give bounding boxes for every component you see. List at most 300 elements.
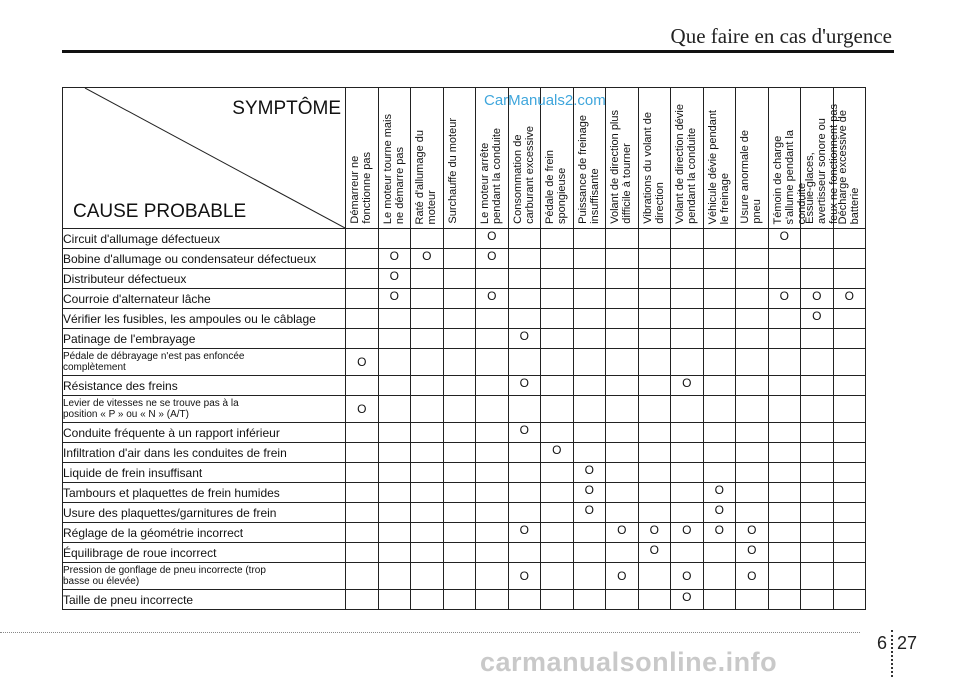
empty-cell <box>833 329 866 349</box>
empty-cell <box>378 329 411 349</box>
empty-cell <box>703 396 736 423</box>
empty-cell <box>768 396 801 423</box>
empty-cell <box>443 289 476 309</box>
cause-mark: O <box>508 329 541 349</box>
empty-cell <box>411 349 444 376</box>
empty-cell <box>541 503 574 523</box>
empty-cell <box>476 563 509 590</box>
symptom-label: Volant de direction plus difficile à tourner <box>609 110 633 224</box>
empty-cell <box>833 590 866 610</box>
symptom-label: Essuie-glaces, avertisseur sonore ou feux ne fonctionnent pas <box>804 104 840 224</box>
table-row <box>63 289 866 309</box>
symptom-label: Consommation de carburant excessive <box>511 126 536 224</box>
symptom-column-header <box>703 88 736 229</box>
footer-dotted-rule <box>0 632 860 633</box>
empty-cell <box>541 543 574 563</box>
cause-mark: O <box>638 523 671 543</box>
empty-cell <box>508 289 541 309</box>
cause-mark: O <box>703 483 736 503</box>
empty-cell <box>833 523 866 543</box>
empty-cell <box>768 423 801 443</box>
cause-label: Tambours et plaquettes de frein humides <box>63 483 346 503</box>
empty-cell <box>573 396 606 423</box>
empty-cell <box>573 329 606 349</box>
cause-mark: O <box>573 483 606 503</box>
table-row <box>63 463 866 483</box>
empty-cell <box>378 543 411 563</box>
empty-cell <box>801 423 834 443</box>
empty-cell <box>736 249 769 269</box>
empty-cell <box>508 349 541 376</box>
cause-label: Taille de pneu incorrecte <box>63 590 346 610</box>
empty-cell <box>541 309 574 329</box>
empty-cell <box>346 503 379 523</box>
cause-mark: O <box>671 523 704 543</box>
empty-cell <box>736 483 769 503</box>
table-header-row <box>63 88 866 229</box>
table-body <box>63 229 866 610</box>
empty-cell <box>833 376 866 396</box>
empty-cell <box>443 229 476 249</box>
cause-label: Courroie d'alternateur lâche <box>63 289 346 309</box>
empty-cell <box>768 523 801 543</box>
empty-cell <box>508 229 541 249</box>
symptom-label: Le moteur arrête pendant la conduite <box>479 127 503 224</box>
page-section-title: Que faire en cas d'urgence <box>670 24 892 48</box>
empty-cell <box>833 463 866 483</box>
symptom-column-header <box>801 88 840 229</box>
empty-cell <box>703 309 736 329</box>
empty-cell <box>573 376 606 396</box>
empty-cell <box>346 309 379 329</box>
empty-cell <box>508 590 541 610</box>
empty-cell <box>833 309 866 329</box>
empty-cell <box>671 329 704 349</box>
empty-cell <box>606 483 639 503</box>
empty-cell <box>801 543 834 563</box>
cause-label: Réglage de la géométrie incorrect <box>63 523 346 543</box>
empty-cell <box>736 396 769 423</box>
empty-cell <box>476 503 509 523</box>
empty-cell <box>411 329 444 349</box>
empty-cell <box>606 329 639 349</box>
empty-cell <box>638 463 671 483</box>
table-row <box>63 443 866 463</box>
cause-mark: O <box>378 249 411 269</box>
empty-cell <box>833 503 866 523</box>
empty-cell <box>378 483 411 503</box>
cause-label: Distributeur défectueux <box>63 269 346 289</box>
empty-cell <box>703 543 736 563</box>
empty-cell <box>378 376 411 396</box>
empty-cell <box>346 463 379 483</box>
empty-cell <box>736 423 769 443</box>
empty-cell <box>573 289 606 309</box>
empty-cell <box>411 396 444 423</box>
table-row <box>63 349 866 376</box>
empty-cell <box>833 249 866 269</box>
table-corner-cell <box>63 88 346 229</box>
cause-label: Pédale de débrayage n'est pas enfoncée complètement <box>63 349 346 376</box>
cause-mark: O <box>801 309 834 329</box>
empty-cell <box>508 503 541 523</box>
empty-cell <box>508 249 541 269</box>
cause-mark: O <box>638 543 671 563</box>
empty-cell <box>638 503 671 523</box>
empty-cell <box>671 349 704 376</box>
empty-cell <box>768 269 801 289</box>
empty-cell <box>573 349 606 376</box>
empty-cell <box>671 443 704 463</box>
empty-cell <box>346 249 379 269</box>
empty-cell <box>541 229 574 249</box>
empty-cell <box>768 443 801 463</box>
empty-cell <box>801 563 834 590</box>
empty-cell <box>411 269 444 289</box>
empty-cell <box>573 249 606 269</box>
empty-cell <box>378 590 411 610</box>
table-row <box>63 376 866 396</box>
empty-cell <box>508 463 541 483</box>
empty-cell <box>703 229 736 249</box>
empty-cell <box>573 309 606 329</box>
empty-cell <box>346 329 379 349</box>
empty-cell <box>476 396 509 423</box>
empty-cell <box>541 563 574 590</box>
cause-label: Vérifier les fusibles, les ampoules ou le câblage <box>63 309 346 329</box>
empty-cell <box>768 503 801 523</box>
cause-label: Levier de vitesses ne se trouve pas à la position « P » ou « N » (A/T) <box>63 396 346 423</box>
empty-cell <box>476 349 509 376</box>
empty-cell <box>476 443 509 463</box>
symptom-column-header <box>346 88 379 229</box>
empty-cell <box>736 443 769 463</box>
empty-cell <box>541 349 574 376</box>
empty-cell <box>801 376 834 396</box>
empty-cell <box>833 349 866 376</box>
empty-cell <box>411 376 444 396</box>
empty-cell <box>833 563 866 590</box>
cause-mark: O <box>736 523 769 543</box>
empty-cell <box>476 329 509 349</box>
empty-cell <box>638 349 671 376</box>
cause-mark: O <box>736 563 769 590</box>
cause-mark: O <box>378 269 411 289</box>
cause-mark: O <box>768 229 801 249</box>
empty-cell <box>768 376 801 396</box>
empty-cell <box>703 376 736 396</box>
empty-cell <box>476 483 509 503</box>
empty-cell <box>443 329 476 349</box>
empty-cell <box>801 590 834 610</box>
empty-cell <box>541 483 574 503</box>
empty-cell <box>768 329 801 349</box>
empty-cell <box>801 443 834 463</box>
empty-cell <box>801 396 834 423</box>
empty-cell <box>671 309 704 329</box>
empty-cell <box>541 423 574 443</box>
cause-label: Bobine d'allumage ou condensateur défectueux <box>63 249 346 269</box>
header-rule <box>62 50 894 53</box>
empty-cell <box>671 503 704 523</box>
cause-mark: O <box>508 423 541 443</box>
empty-cell <box>606 503 639 523</box>
empty-cell <box>833 483 866 503</box>
empty-cell <box>703 249 736 269</box>
cause-mark: O <box>476 249 509 269</box>
empty-cell <box>801 349 834 376</box>
empty-cell <box>638 443 671 463</box>
cause-mark: O <box>736 543 769 563</box>
cause-mark: O <box>476 289 509 309</box>
symptom-label: Véhicule dévie pendant le freinage <box>706 109 731 224</box>
empty-cell <box>573 563 606 590</box>
symptom-label: Le moteur tourne mais ne démarre pas <box>381 113 406 224</box>
chapter-number: 6 <box>877 633 888 653</box>
empty-cell <box>638 329 671 349</box>
cause-mark: O <box>833 289 866 309</box>
empty-cell <box>736 590 769 610</box>
empty-cell <box>703 423 736 443</box>
empty-cell <box>833 396 866 423</box>
cause-mark: O <box>508 376 541 396</box>
empty-cell <box>378 423 411 443</box>
empty-cell <box>638 269 671 289</box>
empty-cell <box>443 249 476 269</box>
empty-cell <box>671 289 704 309</box>
empty-cell <box>541 269 574 289</box>
empty-cell <box>638 590 671 610</box>
table-row <box>63 329 866 349</box>
empty-cell <box>476 590 509 610</box>
empty-cell <box>768 463 801 483</box>
empty-cell <box>411 229 444 249</box>
empty-cell <box>606 269 639 289</box>
cause-mark: O <box>508 523 541 543</box>
empty-cell <box>573 229 606 249</box>
empty-cell <box>378 229 411 249</box>
empty-cell <box>346 443 379 463</box>
empty-cell <box>801 503 834 523</box>
empty-cell <box>541 289 574 309</box>
empty-cell <box>736 376 769 396</box>
empty-cell <box>508 443 541 463</box>
empty-cell <box>411 443 444 463</box>
empty-cell <box>801 229 834 249</box>
watermark-text: CarManuals2.com <box>484 92 606 109</box>
empty-cell <box>638 423 671 443</box>
empty-cell <box>671 269 704 289</box>
cause-mark: O <box>671 563 704 590</box>
empty-cell <box>736 329 769 349</box>
empty-cell <box>606 309 639 329</box>
empty-cell <box>476 523 509 543</box>
symptom-label: Vibrations du volant de direction <box>641 112 666 224</box>
empty-cell <box>346 483 379 503</box>
empty-cell <box>768 309 801 329</box>
empty-cell <box>346 523 379 543</box>
empty-cell <box>476 376 509 396</box>
empty-cell <box>476 463 509 483</box>
empty-cell <box>346 376 379 396</box>
cause-mark: O <box>606 523 639 543</box>
symptom-label: Raté d'allumage du moteur <box>414 129 438 224</box>
symptom-label: Pédale de frein spongieuse <box>544 150 568 224</box>
empty-cell <box>346 543 379 563</box>
empty-cell <box>541 463 574 483</box>
cause-label: Résistance des freins <box>63 376 346 396</box>
empty-cell <box>573 590 606 610</box>
table-row <box>63 563 866 590</box>
symptom-label: Témoin de charge s'allume pendant la conduite <box>771 129 808 224</box>
page-number-separator <box>891 630 893 677</box>
cause-mark: O <box>703 503 736 523</box>
empty-cell <box>443 396 476 423</box>
empty-cell <box>606 249 639 269</box>
empty-cell <box>411 463 444 483</box>
table-row <box>63 269 866 289</box>
empty-cell <box>346 229 379 249</box>
empty-cell <box>346 289 379 309</box>
empty-cell <box>411 503 444 523</box>
empty-cell <box>378 563 411 590</box>
empty-cell <box>703 590 736 610</box>
cause-mark: O <box>801 289 834 309</box>
symptom-column-header <box>638 88 671 229</box>
table-row <box>63 249 866 269</box>
symptom-column-header <box>671 88 704 229</box>
empty-cell <box>736 269 769 289</box>
empty-cell <box>801 329 834 349</box>
empty-cell <box>703 443 736 463</box>
symptom-column-header <box>833 88 866 229</box>
empty-cell <box>703 269 736 289</box>
empty-cell <box>411 483 444 503</box>
empty-cell <box>768 543 801 563</box>
cause-mark: O <box>378 289 411 309</box>
empty-cell <box>378 443 411 463</box>
empty-cell <box>606 443 639 463</box>
empty-cell <box>801 249 834 269</box>
empty-cell <box>443 349 476 376</box>
empty-cell <box>411 563 444 590</box>
empty-cell <box>638 289 671 309</box>
empty-cell <box>833 269 866 289</box>
empty-cell <box>703 289 736 309</box>
empty-cell <box>346 590 379 610</box>
empty-cell <box>411 423 444 443</box>
cause-label: Équilibrage de roue incorrect <box>63 543 346 563</box>
empty-cell <box>606 463 639 483</box>
empty-cell <box>443 563 476 590</box>
empty-cell <box>573 443 606 463</box>
empty-cell <box>411 543 444 563</box>
empty-cell <box>346 423 379 443</box>
cause-mark: O <box>476 229 509 249</box>
empty-cell <box>736 289 769 309</box>
symptom-column-header <box>768 88 808 229</box>
empty-cell <box>736 349 769 376</box>
empty-cell <box>703 563 736 590</box>
empty-cell <box>736 463 769 483</box>
empty-cell <box>573 523 606 543</box>
empty-cell <box>801 269 834 289</box>
empty-cell <box>736 503 769 523</box>
empty-cell <box>541 396 574 423</box>
page-number: 27 <box>897 633 918 653</box>
empty-cell <box>671 249 704 269</box>
empty-cell <box>508 309 541 329</box>
symptom-label: Usure anormale de pneu <box>739 130 763 224</box>
cause-mark: O <box>346 396 379 423</box>
empty-cell <box>606 229 639 249</box>
empty-cell <box>443 523 476 543</box>
table-row <box>63 543 866 563</box>
symptom-column-header <box>411 88 444 229</box>
empty-cell <box>476 309 509 329</box>
empty-cell <box>736 229 769 249</box>
cause-label: Conduite fréquente à un rapport inférieur <box>63 423 346 443</box>
empty-cell <box>476 269 509 289</box>
empty-cell <box>378 503 411 523</box>
empty-cell <box>443 483 476 503</box>
empty-cell <box>443 269 476 289</box>
empty-cell <box>541 523 574 543</box>
empty-cell <box>573 423 606 443</box>
cause-mark: O <box>508 563 541 590</box>
empty-cell <box>541 329 574 349</box>
table-row <box>63 503 866 523</box>
empty-cell <box>378 463 411 483</box>
empty-cell <box>638 229 671 249</box>
empty-cell <box>833 443 866 463</box>
cause-label: Infiltration d'air dans les conduites de frein <box>63 443 346 463</box>
cause-label: Circuit d'allumage défectueux <box>63 229 346 249</box>
cause-mark: O <box>346 349 379 376</box>
empty-cell <box>671 423 704 443</box>
symptom-column-header <box>736 88 769 229</box>
symptom-label: Décharge excessive de batterie <box>836 109 861 224</box>
empty-cell <box>606 349 639 376</box>
empty-cell <box>606 543 639 563</box>
symptom-label: Démarreur ne fonctionne pas <box>349 152 373 224</box>
empty-cell <box>443 463 476 483</box>
empty-cell <box>768 349 801 376</box>
empty-cell <box>638 483 671 503</box>
empty-cell <box>671 543 704 563</box>
empty-cell <box>443 309 476 329</box>
symptom-label: Puissance de freinage insuffisante <box>576 115 601 224</box>
table-row <box>63 309 866 329</box>
empty-cell <box>801 483 834 503</box>
empty-cell <box>703 329 736 349</box>
empty-cell <box>508 269 541 289</box>
empty-cell <box>346 269 379 289</box>
empty-cell <box>833 543 866 563</box>
empty-cell <box>736 309 769 329</box>
empty-cell <box>378 309 411 329</box>
empty-cell <box>606 423 639 443</box>
table-row <box>63 229 866 249</box>
empty-cell <box>443 503 476 523</box>
empty-cell <box>768 590 801 610</box>
empty-cell <box>378 396 411 423</box>
cause-mark: O <box>573 463 606 483</box>
corner-symptom-label: SYMPTÔME <box>232 98 341 119</box>
empty-cell <box>606 590 639 610</box>
corner-cause-label: CAUSE PROBABLE <box>73 201 247 222</box>
empty-cell <box>541 376 574 396</box>
